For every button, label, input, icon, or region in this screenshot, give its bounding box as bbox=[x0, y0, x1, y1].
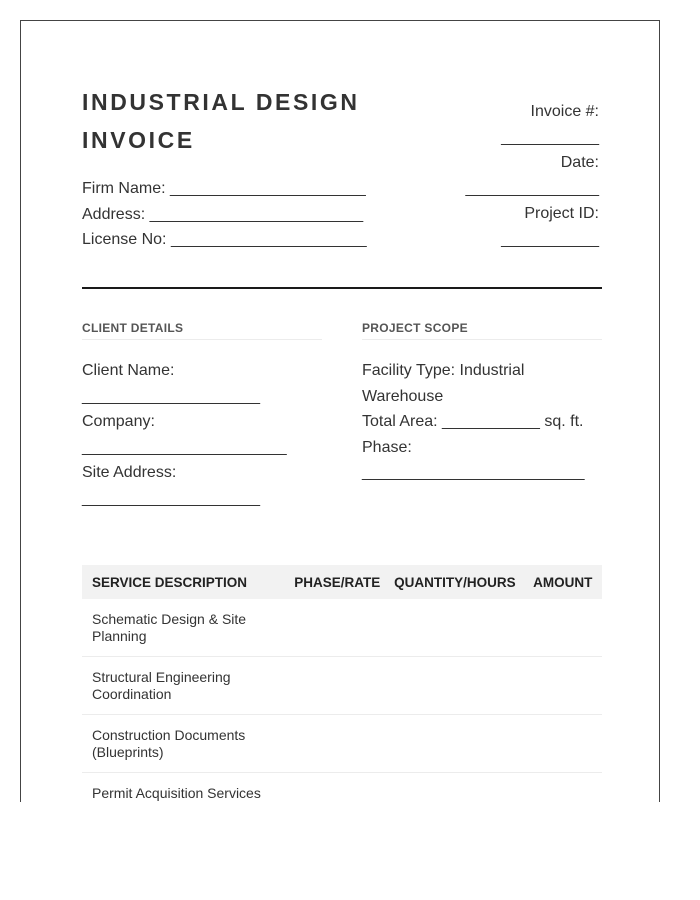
firm-name-field: Firm Name: ______________________ bbox=[82, 180, 366, 197]
invoice-page bbox=[20, 20, 660, 802]
project-scope-section bbox=[362, 321, 602, 486]
firm-address-field: Address: ________________________ bbox=[82, 205, 364, 223]
client-details-heading: CLIENT DETAILS bbox=[82, 321, 322, 340]
phase-blank: _________________________ bbox=[362, 464, 585, 481]
date-blank: _______________ bbox=[465, 179, 599, 197]
header-divider bbox=[82, 287, 602, 289]
column-header-quantity: QUANTITY/HOURS bbox=[394, 574, 516, 590]
client-details-section bbox=[82, 321, 322, 511]
table-header bbox=[82, 565, 602, 599]
company-label: Company: bbox=[82, 413, 155, 430]
project-id-blank: ___________ bbox=[501, 230, 599, 248]
service-description: Permit Acquisition Services bbox=[92, 785, 261, 801]
services-table bbox=[82, 565, 602, 802]
invoice-number-blank: ___________ bbox=[501, 128, 599, 146]
table-row bbox=[82, 715, 602, 773]
license-number-field: License No: ______________________ bbox=[82, 231, 367, 248]
site-address-blank: ____________________ bbox=[82, 489, 260, 507]
project-scope-heading: PROJECT SCOPE bbox=[362, 321, 602, 340]
invoice-number-label: Invoice #: bbox=[530, 103, 599, 120]
site-address-label: Site Address: bbox=[82, 464, 177, 481]
company-blank: _______________________ bbox=[82, 438, 287, 456]
date-label: Date: bbox=[560, 154, 599, 171]
column-header-phase-rate: PHASE/RATE bbox=[294, 574, 381, 590]
invoice-meta bbox=[466, 99, 599, 252]
service-description: Schematic Design & Site Planning bbox=[92, 611, 247, 644]
column-header-amount: AMOUNT bbox=[533, 574, 593, 590]
column-header-service: SERVICE DESCRIPTION bbox=[92, 574, 248, 590]
client-name-blank: ____________________ bbox=[82, 387, 260, 405]
firm-info bbox=[82, 176, 367, 253]
table-row bbox=[82, 773, 602, 802]
facility-type: Facility Type: Industrial Warehouse bbox=[362, 362, 525, 405]
table-row bbox=[82, 657, 602, 715]
invoice-title: INDUSTRIAL DESIGN INVOICE bbox=[82, 89, 360, 153]
project-id-label: Project ID: bbox=[524, 205, 599, 222]
table-row bbox=[82, 599, 602, 657]
total-area: Total Area: ___________ sq. ft. bbox=[362, 413, 584, 430]
client-name-label: Client Name: bbox=[82, 362, 175, 379]
service-description: Structural Engineering Coordination bbox=[92, 669, 231, 702]
phase-label: Phase: bbox=[362, 438, 412, 456]
service-description: Construction Documents (Blueprints) bbox=[92, 727, 246, 760]
